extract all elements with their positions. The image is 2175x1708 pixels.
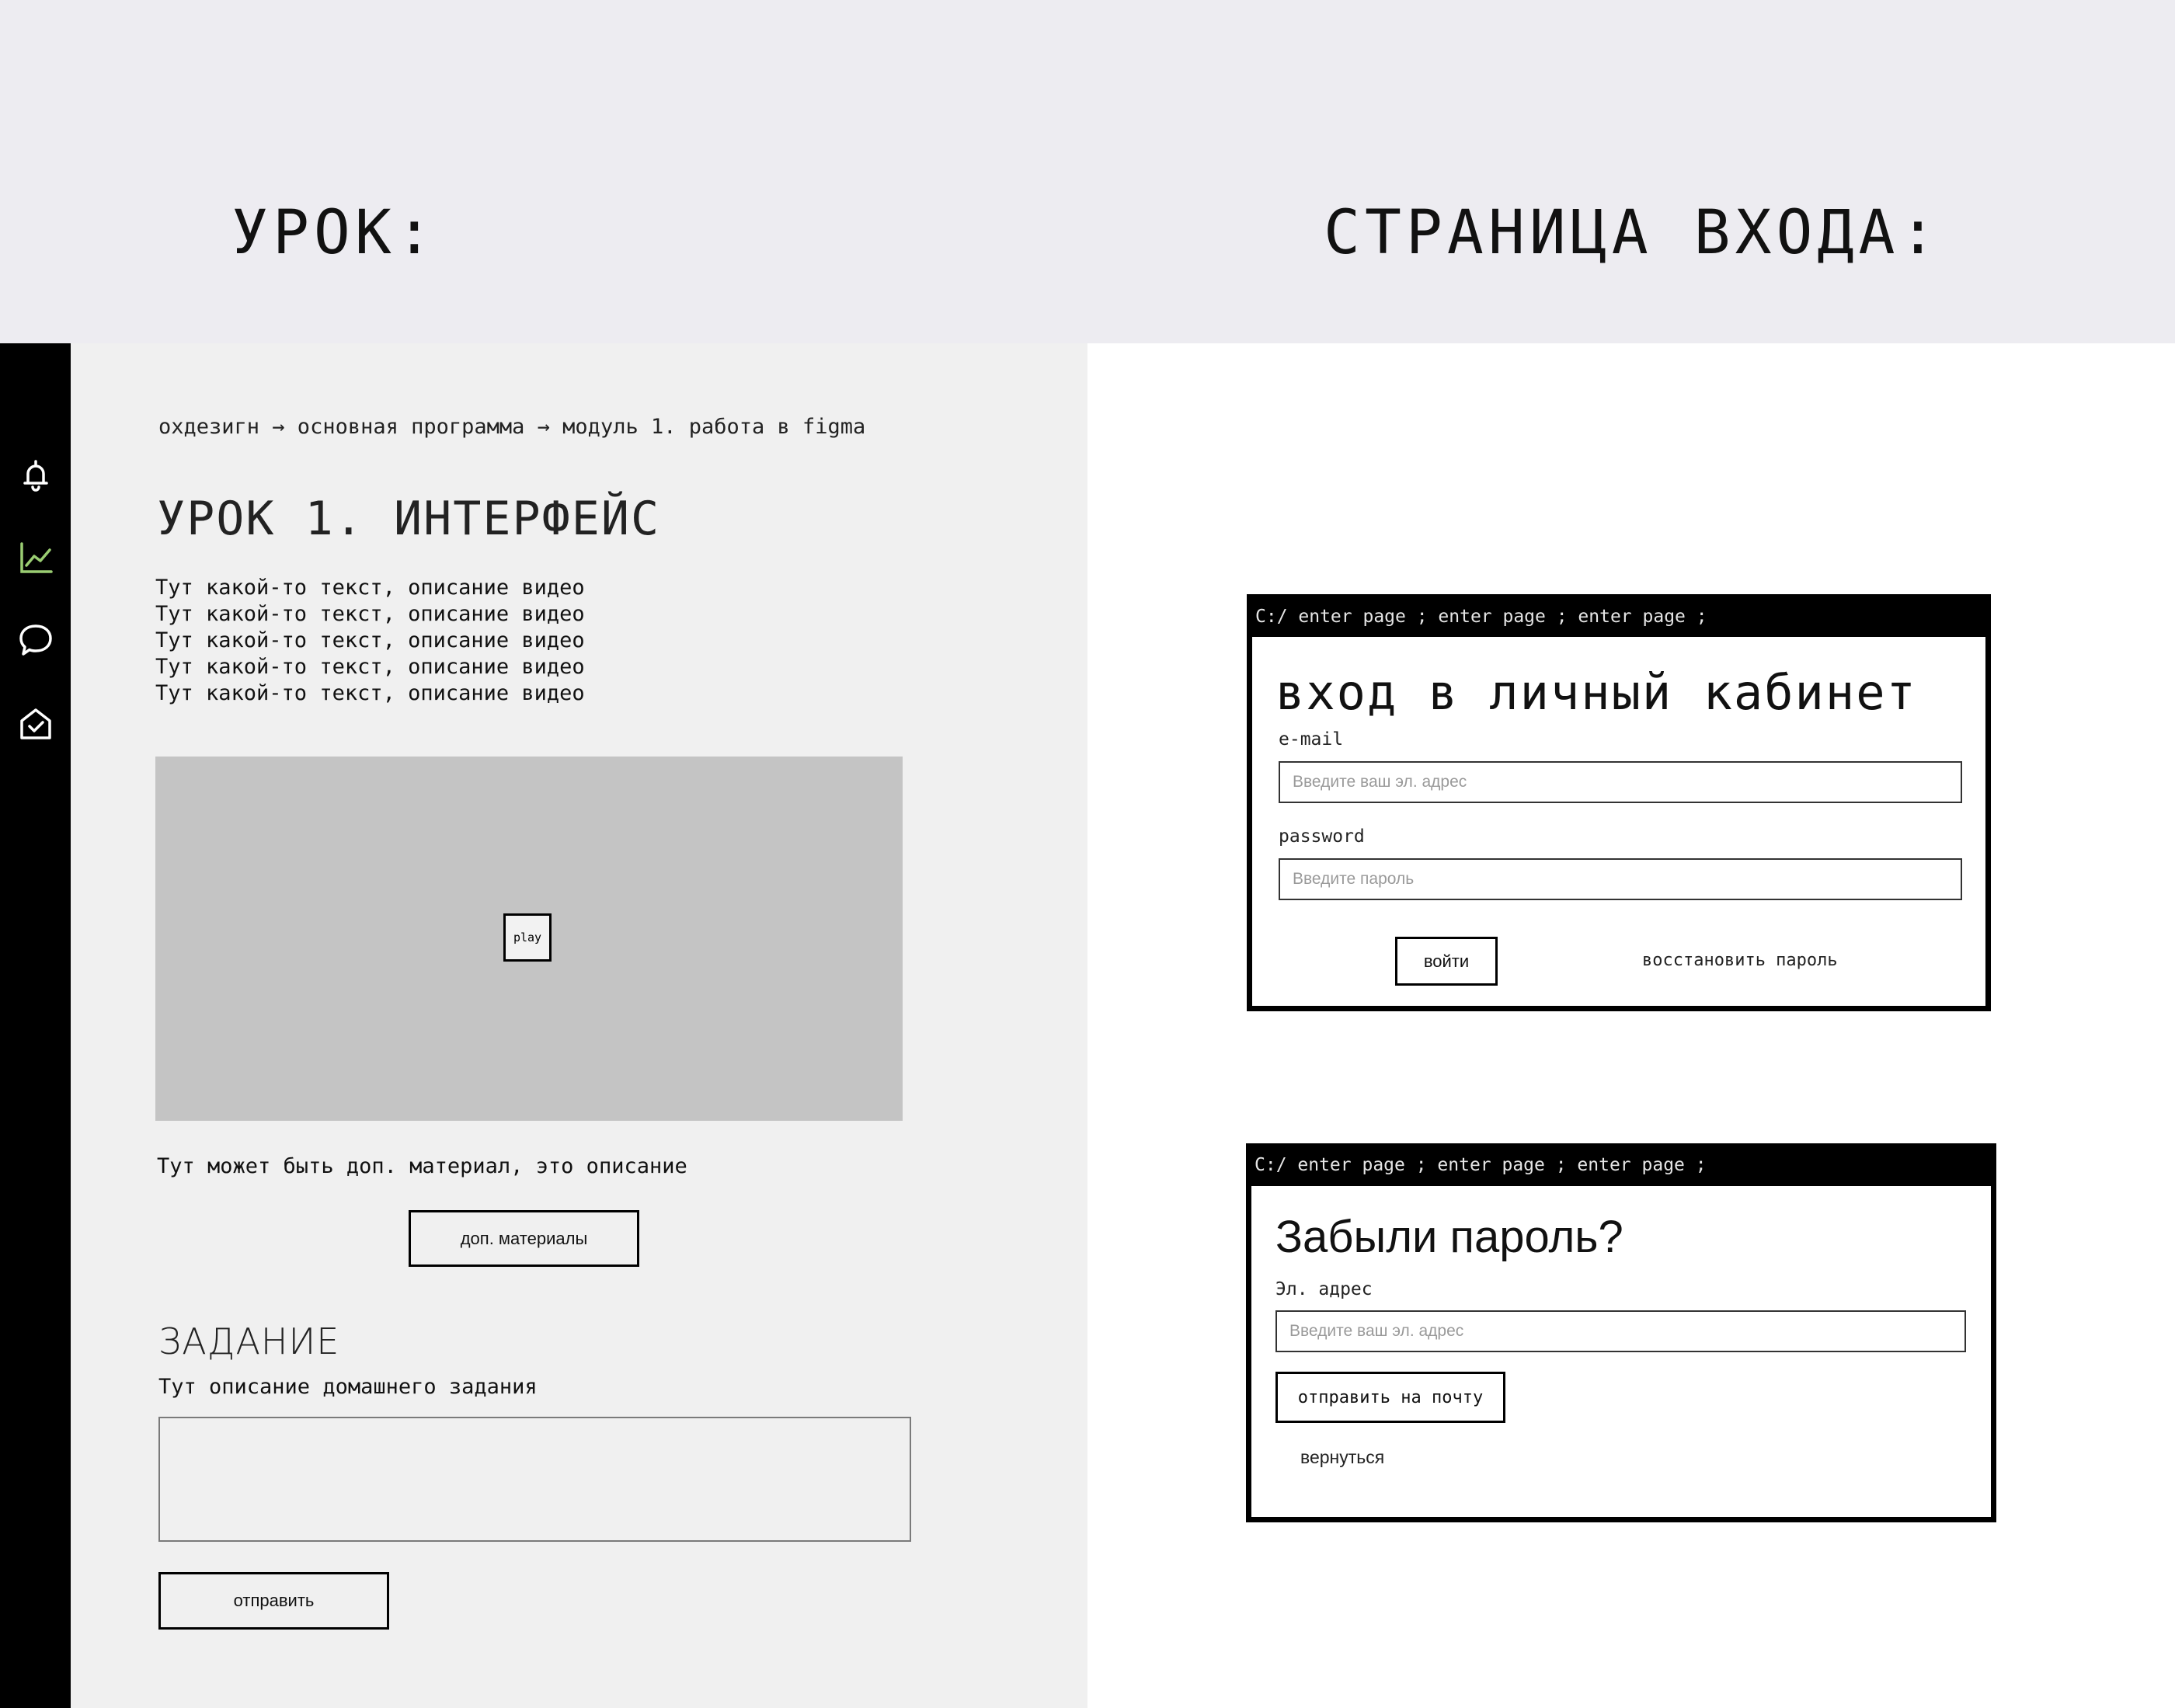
send-button[interactable]: отправить [158, 1572, 389, 1630]
breadcrumb[interactable]: охдезигн → основная программа → модуль 1. работа в figma [158, 415, 866, 439]
description-line: Тут какой-то текст, описание видео [155, 602, 585, 626]
password-label: password [1279, 826, 1365, 847]
email-field[interactable] [1275, 1310, 1966, 1352]
home-check-icon[interactable] [17, 705, 54, 743]
lesson-section-heading: УРОК: [231, 198, 437, 268]
email-input[interactable] [1293, 773, 1961, 791]
login-window [1247, 594, 1991, 1011]
task-title: ЗАДАНИЕ [158, 1320, 340, 1362]
extra-material-text: Тут может быть доп. материал, это описание [157, 1154, 687, 1178]
login-section-heading: СТРАНИЦА ВХОДА: [1324, 198, 1941, 268]
email-label: e-mail [1279, 729, 1344, 750]
lesson-description [155, 575, 585, 707]
top-banner [0, 0, 2175, 343]
description-line: Тут какой-то текст, описание видео [155, 655, 585, 679]
extra-materials-button[interactable]: доп. материалы [409, 1210, 639, 1267]
bell-icon[interactable] [17, 457, 54, 494]
send-to-email-button[interactable]: отправить на почту [1275, 1372, 1505, 1423]
description-line: Тут какой-то текст, описание видео [155, 681, 585, 705]
window-bar: C:/ enter page ; enter page ; enter page ; [1252, 600, 1985, 637]
play-button[interactable]: play [503, 913, 552, 962]
password-field[interactable] [1279, 858, 1962, 900]
chart-icon[interactable] [17, 539, 54, 576]
description-line: Тут какой-то текст, описание видео [155, 576, 585, 600]
login-button[interactable]: войти [1395, 937, 1498, 986]
email-label: Эл. адрес [1275, 1279, 1373, 1299]
email-input[interactable] [1289, 1322, 1964, 1341]
back-link[interactable]: вернуться [1300, 1447, 1385, 1467]
password-input[interactable] [1293, 870, 1961, 889]
login-title: вход в личный кабинет [1275, 664, 1917, 721]
description-line: Тут какой-то текст, описание видео [155, 628, 585, 652]
email-field[interactable] [1279, 761, 1962, 803]
lesson-title: УРОК 1. ИНТЕРФЕЙС [157, 492, 661, 546]
forgot-title: Забыли пароль? [1275, 1212, 1623, 1262]
restore-password-link[interactable]: восстановить пароль [1642, 951, 1838, 970]
window-bar: C:/ enter page ; enter page ; enter page ; [1251, 1149, 1991, 1186]
chat-icon[interactable] [17, 621, 54, 659]
forgot-password-window [1246, 1143, 1996, 1522]
task-answer-textarea[interactable] [158, 1417, 911, 1542]
task-description: Тут описание домашнего задания [158, 1375, 538, 1399]
